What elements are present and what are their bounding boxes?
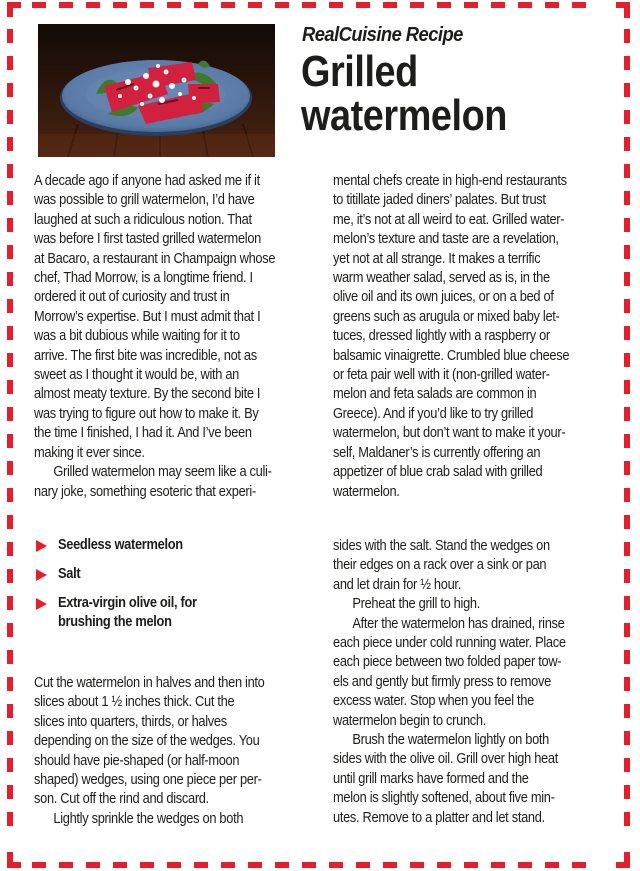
text-line: watermelon begin to crunch.	[333, 712, 487, 729]
border-corner	[616, 5, 627, 18]
text-line: appetizer of blue crab salad with grilled	[333, 464, 543, 481]
text-line: Preheat the grill to high.	[352, 596, 481, 613]
text-line: Brush the watermelon lightly on both	[352, 732, 550, 749]
text-line: at Bacaro, a restaurant in Champaign whose	[34, 250, 276, 267]
text-line: the time I finished, I had it. And I’ve been	[34, 425, 252, 442]
ingredient-text: Seedless watermelon	[58, 537, 183, 553]
text-line: tuces, dressed lightly with a raspberry or	[333, 328, 550, 345]
text-line: balsamic vinaigrette. Crumbled blue cheese	[333, 347, 570, 364]
border-corner	[10, 852, 21, 865]
text-line: laughed at such a ridiculous notion. That	[34, 211, 252, 228]
ingredient-text: Extra-virgin olive oil, for	[58, 595, 197, 611]
text-line: to titillate jaded diners’ palates. But trust	[333, 192, 546, 209]
recipe-title-line-1: Grilled	[301, 47, 418, 96]
text-line: me, it’s not at all weird to eat. Grilled water-	[333, 211, 565, 228]
text-line: Grilled watermelon may seem like a culi-	[53, 464, 272, 481]
text-line: After the watermelon has drained, rinse	[352, 615, 565, 632]
ingredient-item	[36, 536, 316, 555]
text-line: was a bit dubious while waiting for it to	[34, 328, 240, 345]
text-line: Cut the watermelon in halves and then into	[34, 675, 265, 691]
triangle-bullet-icon	[36, 598, 47, 610]
triangle-bullet-icon	[36, 569, 47, 581]
text-line: watermelon.	[333, 483, 400, 500]
text-line: chef, Thad Morrow, is a longtime friend. I	[34, 270, 253, 287]
border-corner	[616, 852, 627, 865]
text-line: A decade ago if anyone had asked me if it	[34, 173, 260, 189]
text-line: shaped) wedges, using one piece per per-	[34, 772, 262, 789]
text-line: Morrow’s expertise. But I must admit that I	[34, 308, 261, 325]
text-line: their edges on a rack over a sink or pan	[333, 557, 547, 574]
ingredient-item	[36, 565, 316, 584]
text-line: Greece). And if you’d like to try grilled	[333, 405, 534, 422]
text-line: each piece under cold running water. Place	[333, 635, 566, 652]
recipe-title	[301, 47, 507, 140]
text-line: ordered it out of curiosity and trust in	[34, 289, 230, 306]
text-line: making it ever since.	[34, 444, 145, 461]
border-corner	[10, 5, 21, 17]
method-column-right	[333, 537, 613, 828]
ingredient-item	[36, 594, 316, 633]
recipe-photo	[38, 24, 275, 157]
text-line: was trying to figure out how to make it. By	[34, 405, 259, 422]
text-line: arrive. The first bite was incredible, not as	[34, 347, 257, 364]
intro-column-right	[333, 172, 613, 502]
text-line: nary joke, something esoteric that experi-	[34, 483, 256, 500]
recipe-title-line-2: watermelon	[301, 91, 507, 140]
text-line: els and gently but firmly press to remove	[333, 673, 551, 690]
text-line: sweet as I thought it would be, with an	[34, 367, 240, 384]
text-line: almost meaty texture. By the second bite I	[34, 386, 261, 403]
intro-column-left	[34, 172, 314, 502]
text-line: self, Maldaner’s is currently offering an	[333, 444, 541, 461]
text-line: mental chefs create in high-end restaurants	[333, 173, 567, 189]
text-line: sides with the salt. Stand the wedges on	[333, 538, 550, 554]
ingredient-list	[36, 536, 316, 642]
text-line: until grill marks have formed and the	[333, 770, 529, 787]
text-line: each piece between two folded paper tow-	[333, 654, 562, 671]
text-line: slices about 1 ½ inches thick. Cut the	[34, 694, 235, 711]
text-line: and let drain for ½ hour.	[333, 576, 461, 593]
text-line: utes. Remove to a platter and let stand.	[333, 809, 545, 826]
text-line: was possible to grill watermelon, I’d have	[34, 192, 255, 209]
text-line: watermelon, but don’t want to make it your-	[333, 425, 566, 442]
ingredient-text: Salt	[58, 566, 81, 582]
method-column-left	[34, 674, 314, 829]
text-line: Lightly sprinkle the wedges on both	[53, 810, 244, 827]
text-line: yet not at all strange. It makes a terrific	[333, 250, 541, 267]
text-line: slices into quarters, thirds, or halves	[34, 713, 227, 730]
text-line: greens such as arugula or mixed baby let-	[333, 308, 560, 325]
text-line: was before I first tasted grilled watermelon	[34, 231, 261, 248]
text-line: warm weather salad, served as is, in the	[333, 270, 550, 287]
text-line: should have pie-shaped (or half-moon	[34, 752, 240, 769]
text-line: son. Cut off the rind and discard.	[34, 791, 209, 808]
triangle-bullet-icon	[36, 540, 47, 552]
text-line: excess water. Stop when you feel the	[333, 693, 534, 710]
text-line: or feta pair well with it (non-grilled water-	[333, 367, 550, 384]
text-line: melon’s texture and taste are a revelation,	[333, 231, 559, 248]
text-line: sides with the olive oil. Grill over high heat	[333, 751, 558, 768]
text-line: melon is slightly softened, about five min-	[333, 790, 555, 807]
ingredient-text: brushing the melon	[58, 614, 172, 631]
recipe-kicker: RealCuisine Recipe	[302, 24, 463, 46]
text-line: melon and feta salads are common in	[333, 386, 537, 403]
text-line: olive oil and its own juices, or on a bed of	[333, 289, 554, 306]
text-line: depending on the size of the wedges. You	[34, 733, 260, 750]
